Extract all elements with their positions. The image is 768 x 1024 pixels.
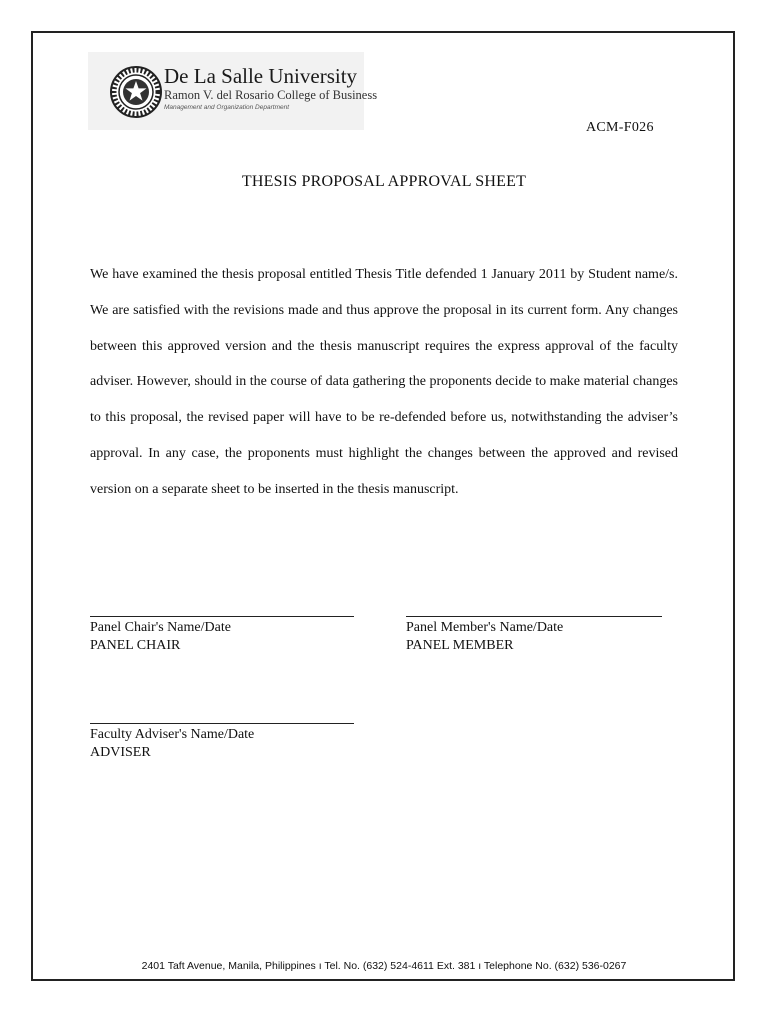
footer-telephone: Telephone No. (632) 536-0267 [483,960,627,972]
adviser-name-label: Faculty Adviser's Name/Date [90,727,255,742]
approval-statement: We have examined the thesis proposal entitled Thesis Title defended 1 January 2011 by Student name/s. We are satisfied with the revisions made and thus approve the proposal in its current form. Any changes between this approved version and the thesis manuscript requires the express approval of the faculty adviser. However, should in the course of data gathering the proponents decide to make material changes to this proposal, the revised paper will have to be re-defended before us, notwithstanding the adviser’s approval. In any case, the proponents must highlight the changes between the approved and revised version on a separate sheet to be inserted in the thesis manuscript. [90,267,678,497]
footer-separator: ı [318,960,322,972]
footer-address: 2401 Taft Avenue, Manila, Philippines [141,960,316,972]
department-name: Management and Organization Department [164,104,290,111]
footer-tel: Tel. No. (632) 524-4611 Ext. 381 [324,960,476,972]
logo-text-block [164,64,377,112]
panel-member-role: PANEL MEMBER [406,638,514,653]
university-name: De La Salle University [164,64,358,88]
form-code: ACM-F026 [586,120,654,135]
college-name: Ramon V. del Rosario College of Business [164,88,378,102]
university-seal-icon [110,66,162,118]
panel-member-signature-line [406,616,662,617]
panel-chair-name-label: Panel Chair's Name/Date [90,620,231,635]
footer-separator: ı [478,960,482,972]
panel-chair-role: PANEL CHAIR [90,638,181,653]
adviser-signature-line [90,723,354,724]
panel-chair-signature-line [90,616,354,617]
panel-member-name-label: Panel Member's Name/Date [406,620,564,635]
footer-contact [0,960,768,972]
university-logo [88,52,378,130]
document-title: THESIS PROPOSAL APPROVAL SHEET [241,173,527,190]
adviser-role: ADVISER [90,745,151,760]
